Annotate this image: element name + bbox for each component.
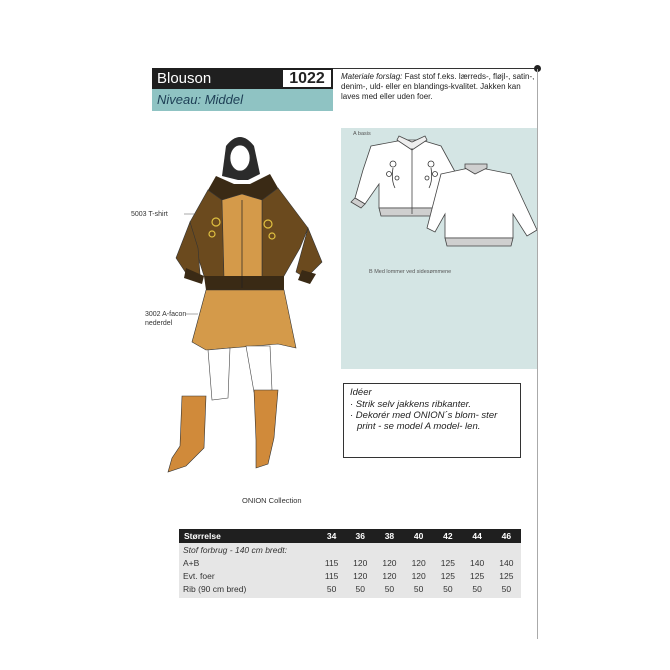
table-cell: 50 [413,583,424,594]
ideas-item: · Strik selv jakkens ribkanter. [350,399,472,410]
difficulty-level: Niveau: Middel [152,89,333,111]
size-header-label: Størrelse [179,529,318,543]
flat-label-a: A basis [353,131,371,137]
jacket-a-back-sketch [427,164,537,246]
table-cell: 50 [472,583,482,594]
table-cell: 115 [324,557,339,568]
size-column-header: 34 [318,529,346,543]
size-column-header: 38 [375,529,404,543]
flat-sketches-panel [341,128,537,369]
pattern-title: Blouson [152,68,281,89]
skirt-drawing [192,290,296,350]
tshirt-label: 5003 T-shirt [131,211,168,218]
fabric-subheading: Stof forbrug - 140 cm bredt: [183,544,287,555]
size-column-header: 40 [404,529,433,543]
table-cell: 50 [384,583,395,594]
table-cell: 125 [499,570,514,581]
table-cell: 120 [411,557,426,568]
collection-caption: ONION Collection [242,496,302,505]
materials-label: Materiale forslag: [341,72,403,81]
size-column-header: 36 [346,529,375,543]
skirt-label-line1: 3002 A-facon [145,311,187,318]
flat-label-b: B Med lommer ved sidesømmene [369,269,452,275]
flat-sketches [341,128,537,369]
table-cell: 50 [443,583,453,594]
table-cell: 120 [353,557,368,568]
ideas-heading: Idéer [350,387,372,398]
row-label: Rib (90 cm bred) [183,583,247,594]
table-cell: 120 [411,570,426,581]
table-cell: 140 [499,557,514,568]
table-cell: 125 [440,557,455,568]
fabric-subheading-row [179,543,521,556]
table-cell: 120 [353,570,368,581]
ideas-box [343,383,521,458]
materials-text: Fast stof f.eks. lærreds-, fløjl-, satin-, denim-, uld- eller en blandings-kvalitet. Jakken kan laves med eller uden foer. [341,72,535,101]
table-cell: 50 [355,583,365,594]
size-column-header: 46 [492,529,521,543]
size-header-row [179,529,521,543]
boot-left-drawing [168,396,206,472]
table-cell: 140 [470,557,485,568]
row-label: Evt. foer [183,570,215,581]
table-cell: 50 [501,583,512,594]
table-cell: 120 [382,557,397,568]
table-cell: 115 [324,570,339,581]
pattern-code: 1022 [281,68,333,89]
table-row [179,582,521,598]
table-cell: 125 [470,570,485,581]
skirt-label-line2: nederdel [145,320,173,327]
table-cell: 125 [440,570,455,581]
right-rule [537,69,538,639]
boot-right-drawing [254,390,278,468]
table-row [179,556,521,569]
size-column-header: 42 [433,529,462,543]
row-label: A+B [183,557,200,568]
top-rule [333,68,536,69]
materials-note [341,72,537,102]
ideas-item: · Dekorér med ONION´s blom- ster print - se model A model- len. [350,410,498,432]
size-table [179,529,521,598]
model-illustration [150,128,360,488]
size-column-header: 44 [462,529,491,543]
table-row [179,569,521,582]
table-cell: 120 [382,570,397,581]
table-cell: 50 [326,583,337,594]
